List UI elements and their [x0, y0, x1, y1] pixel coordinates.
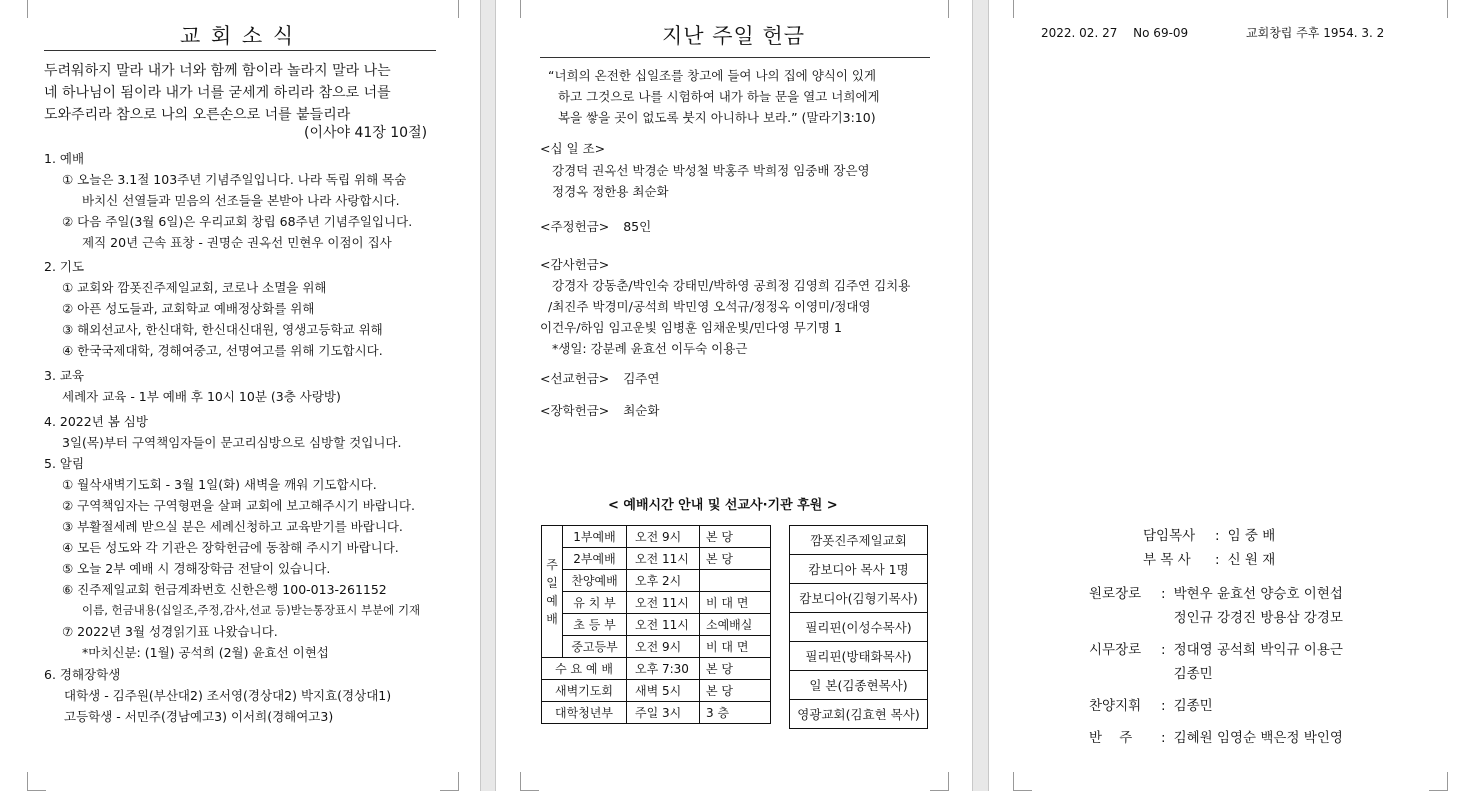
list-item: ⑥ 진주제일교회 헌금계좌번호 신한은행 100-013-261152 [62, 582, 387, 597]
crop-mark [1013, 0, 1032, 18]
tithe-names [552, 160, 870, 202]
list-item: ④ 모든 성도와 각 기관은 장학헌금에 동참해 주시기 바랍니다. [62, 540, 399, 555]
list-item: ⑤ 오늘 2부 예배 시 경해장학금 전달이 있습니다. [62, 561, 331, 576]
crop-mark [520, 772, 539, 791]
crop-mark [930, 772, 949, 791]
crop-mark [440, 772, 459, 791]
staff-row: 찬양지휘 : 김종민 [1089, 694, 1343, 718]
name-line: 정인규 강경진 방용삼 강경모 [1173, 610, 1343, 626]
service-name: 대학청년부 [542, 702, 627, 724]
service-place: 본 당 [700, 658, 771, 680]
service-time: 주일 3시 [627, 702, 700, 724]
staff-label: 반 주 [1089, 730, 1133, 746]
list-item: ③ 부활절세례 받으실 분은 세례신청하고 교육받기를 바랍니다. [62, 519, 403, 534]
support-item: 영광교회(김효현 목사) [790, 700, 928, 729]
staff-list [1089, 524, 1343, 750]
list-item: 세례자 교육 - 1부 예배 후 10시 10분 (3층 사랑방) [62, 389, 341, 404]
thanks-label: <감사헌금> [540, 257, 610, 272]
section-heading: 5. 알림 [44, 456, 85, 471]
scholarship-offering [540, 400, 659, 421]
staff-names [1174, 638, 1343, 686]
service-time: 새벽 5시 [627, 680, 700, 702]
staff-row: 부 목 사 : 신 원 재 [1089, 548, 1343, 572]
list-item: ① 월삭새벽기도회 - 3월 1일(화) 새벽을 깨워 기도합시다. [62, 477, 377, 492]
name-line: /최진주 박경미/공석희 박민영 오석규/정정옥 이영미/정대영 [548, 299, 871, 314]
list-item: 고등학생 - 서민주(경남예고3) 이서희(경해여고3) [64, 709, 334, 724]
news-list [44, 148, 420, 727]
list-item: ① 교회와 깜폿진주제일교회, 코로나 소멸을 위해 [62, 280, 327, 295]
staff-label: 찬양지휘 [1089, 698, 1142, 714]
bulletin-date: 2022. 02. 27 [1041, 26, 1118, 40]
section-heading: 6. 경해장학생 [44, 667, 121, 682]
mission-label: <선교헌금> [540, 371, 610, 386]
staff-names: 김종민 [1173, 698, 1213, 714]
crop-mark [1013, 772, 1032, 791]
list-item: ② 아픈 성도들과, 교회학교 예배정상화를 위해 [62, 301, 315, 316]
page-church-news [0, 0, 481, 791]
table-row [790, 700, 928, 729]
staff-names: 신 원 재 [1227, 552, 1276, 568]
verse-line: “너희의 온전한 십일조를 창고에 들여 나의 집에 양식이 있게 [548, 68, 877, 83]
service-place: 본 당 [700, 680, 771, 702]
staff-row: 시무장로 : 정대영 공석희 박익규 이용근 김종민 [1089, 638, 1343, 686]
staff-label: 부 목 사 [1143, 552, 1191, 568]
name-line: 정대영 공석희 박익규 이용근 [1173, 642, 1343, 658]
list-item: ② 다음 주일(3월 6일)은 우리교회 창립 68주년 기념주일입니다. [62, 214, 413, 229]
section-heading: 2. 기도 [44, 259, 85, 274]
list-item: ③ 해외선교사, 한신대학, 한신대신대원, 영생고등학교 위해 [62, 322, 383, 337]
service-time: 오전 9시 [627, 526, 700, 548]
mission-value: 김주연 [623, 371, 660, 386]
service-place: 소예배실 [700, 614, 771, 636]
sunday-label-text [542, 556, 562, 628]
crop-mark [1429, 772, 1448, 791]
staff-label: 담임목사 [1143, 528, 1196, 544]
table-row [542, 680, 771, 702]
service-name: 새벽기도회 [542, 680, 627, 702]
verse-line: 두려워하지 말라 내가 너와 함께 함이라 놀라지 말라 나는 [44, 63, 391, 79]
verse-line: 네 하나님이 됨이라 내가 너를 굳세게 하리라 참으로 너를 [44, 85, 391, 101]
table-row [790, 555, 928, 584]
support-table [789, 525, 928, 729]
list-item: 제직 20년 근속 표창 - 권명순 권옥선 민현우 이점이 집사 [82, 235, 392, 250]
crop-mark [27, 772, 46, 791]
staff-row: 담임목사 : 임 중 배 [1089, 524, 1343, 548]
support-item: 캄보디아 목사 1명 [790, 555, 928, 584]
page-cover [988, 0, 1466, 791]
verse-line: 복을 쌓을 곳이 없도록 붓지 아니하나 보라.” (말라기3:10) [558, 110, 876, 125]
schedule-title: < 예배시간 안내 및 선교사·기관 후원 > [608, 498, 838, 513]
name-line: 강경자 강동춘/박인숙 강태민/박하영 공희정 김영희 김주연 김치용 [552, 278, 911, 293]
service-place: 3 층 [700, 702, 771, 724]
sunday-label-char: 주 [546, 557, 558, 572]
list-item: 대학생 - 김주원(부산대2) 조서영(경상대2) 박지효(경상대1) [64, 688, 392, 703]
verse-line: 도와주리라 참으로 나의 오른손으로 너를 붙들리라 [44, 107, 351, 123]
section-heading: 3. 교육 [44, 368, 85, 383]
sunday-label-char: 일 [546, 575, 558, 590]
service-name: 1부예배 [563, 526, 627, 548]
list-item: 3일(목)부터 구역책임자들이 문고리심방으로 심방할 것입니다. [62, 435, 402, 450]
title-rule [540, 57, 930, 58]
service-time: 오전 11시 [627, 592, 700, 614]
verse-reference: (이사야 41장 10절) [304, 125, 428, 141]
staff-names: 임 중 배 [1227, 528, 1276, 544]
staff-row: 원로장로 : 박현우 윤효선 양승호 이현섭 정인규 강경진 방용삼 강경모 [1089, 582, 1343, 630]
table-row [790, 613, 928, 642]
service-name: 유 치 부 [563, 592, 627, 614]
service-name: 수 요 예 배 [542, 658, 627, 680]
service-name: 찬양예배 [563, 570, 627, 592]
name-line: 김종민 [1173, 666, 1213, 682]
page-gap [481, 0, 495, 791]
sunday-label-char: 배 [546, 611, 558, 626]
service-time: 오후 7:30 [627, 658, 700, 680]
staff-label: 시무장로 [1089, 642, 1142, 658]
weekly-label: <주정헌금> [540, 219, 610, 234]
list-item: ④ 한국국제대학, 경해여중고, 선명여고를 위해 기도합시다. [62, 343, 383, 358]
service-time: 오전 11시 [627, 548, 700, 570]
service-place: 본 당 [700, 548, 771, 570]
crop-mark [27, 0, 46, 18]
service-time: 오전 9시 [627, 636, 700, 658]
list-item: ⑦ 2022년 3월 성경읽기표 나왔습니다. [62, 624, 278, 639]
staff-names: 김혜원 임영순 백은정 박인영 [1173, 730, 1343, 746]
service-place: 비 대 면 [700, 592, 771, 614]
offering-verse [548, 65, 880, 128]
bulletin-header [1041, 24, 1384, 41]
name-line: 정경옥 정한용 최순화 [552, 184, 669, 199]
service-place: 본 당 [700, 526, 771, 548]
table-row [542, 526, 771, 548]
list-item: 이름, 헌금내용(십일조,주정,감사,선교 등)받는통장표시 부분에 기재 [82, 603, 421, 617]
section-heading: 1. 예배 [44, 151, 85, 166]
verse-line: 하고 그것으로 나를 시험하여 내가 하늘 문을 열고 너희에게 [558, 89, 880, 104]
service-name: 중고등부 [563, 636, 627, 658]
section-heading: 4. 2022년 봄 심방 [44, 414, 148, 429]
table-row [790, 642, 928, 671]
founding-date: 교회창립 주후 1954. 3. 2 [1246, 26, 1385, 40]
page-offering [495, 0, 973, 791]
support-item: 캄보디아(김형기목사) [790, 584, 928, 613]
sunday-label [542, 526, 563, 658]
service-place [700, 570, 771, 592]
scholarship-label: <장학헌금> [540, 403, 610, 418]
thanks-names [540, 275, 910, 359]
name-line: 이건우/하임 임고운빛 임병훈 임채운빛/민다영 무기명 1 [540, 320, 842, 335]
staff-row: 반 주 : 김혜원 임영순 백은정 박인영 [1089, 726, 1343, 750]
news-verse [44, 60, 391, 126]
service-name: 2부예배 [563, 548, 627, 570]
weekly-offering [540, 216, 651, 237]
staff-names [1174, 582, 1343, 630]
table-row [790, 671, 928, 700]
crop-mark [930, 0, 949, 18]
crop-mark [520, 0, 539, 18]
support-item: 일 본(김종현목사) [790, 671, 928, 700]
page-gap [973, 0, 988, 791]
table-row [542, 614, 771, 636]
table-row [790, 584, 928, 613]
list-item: ① 오늘은 3.1절 103주년 기념주일입니다. 나라 독립 위해 목숨 [62, 172, 407, 187]
crop-mark [1429, 0, 1448, 18]
birthday-line: *생일: 강분례 윤효선 이두숙 이용근 [552, 341, 748, 356]
table-row [542, 570, 771, 592]
table-row [790, 526, 928, 555]
name-line: 박현우 윤효선 양승호 이현섭 [1173, 586, 1343, 602]
service-place: 비 대 면 [700, 636, 771, 658]
scholarship-value: 최순화 [623, 403, 660, 418]
list-item: 바치신 선열들과 믿음의 선조들을 본받아 나라 사랑합시다. [82, 193, 400, 208]
news-title: 교 회 소 식 [180, 24, 296, 48]
service-schedule-table [541, 525, 771, 724]
title-rule [44, 50, 436, 51]
mission-offering [540, 368, 659, 389]
sunday-label-char: 예 [546, 593, 558, 608]
support-item: 깜폿진주제일교회 [790, 526, 928, 555]
support-item: 필리핀(방태화목사) [790, 642, 928, 671]
table-row [542, 592, 771, 614]
table-row [542, 702, 771, 724]
table-row [542, 636, 771, 658]
support-item: 필리핀(이성수목사) [790, 613, 928, 642]
offering-title: 지난 주일 헌금 [662, 24, 806, 48]
tithe-label: <십 일 조> [540, 141, 606, 156]
service-time: 오후 2시 [627, 570, 700, 592]
table-row [542, 658, 771, 680]
service-name: 초 등 부 [563, 614, 627, 636]
table-row [542, 548, 771, 570]
staff-label: 원로장로 [1089, 586, 1142, 602]
weekly-value: 85인 [623, 219, 652, 234]
list-item: ② 구역책임자는 구역형편을 살펴 교회에 보고해주시기 바랍니다. [62, 498, 415, 513]
bulletin-issue: No 69-09 [1133, 26, 1189, 40]
name-line: 강경덕 권옥선 박경순 박성철 박홍주 박희정 임중배 장은영 [552, 163, 870, 178]
crop-mark [440, 0, 459, 18]
list-item: *마치신분: (1월) 공석희 (2월) 윤효선 이현섭 [82, 645, 329, 660]
service-time: 오전 11시 [627, 614, 700, 636]
